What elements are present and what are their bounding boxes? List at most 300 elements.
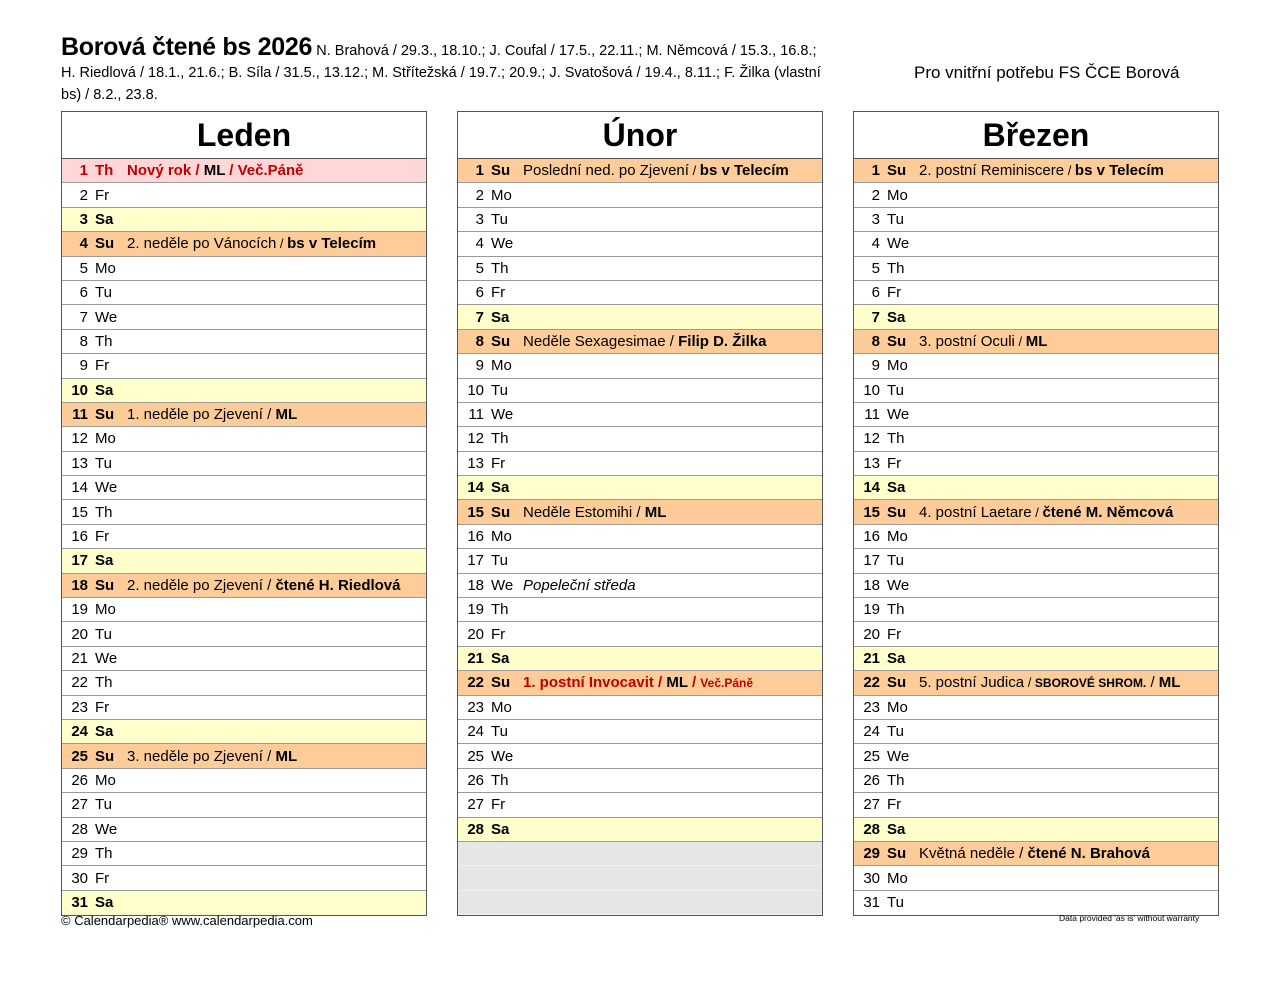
copyright: © Calendarpedia® www.calendarpedia.com: [61, 913, 313, 928]
day-number: 22: [863, 674, 880, 692]
weekday: Su: [95, 235, 115, 253]
weekday: Sa: [95, 210, 114, 228]
day-row: [854, 159, 1218, 183]
day-row: [458, 696, 822, 720]
day-row: [458, 500, 822, 524]
day-number: 21: [467, 650, 484, 667]
weekday: Mo: [887, 357, 908, 375]
weekday: Su: [491, 332, 511, 350]
day-list: [458, 159, 822, 915]
day-row: [458, 647, 822, 671]
day-number: 30: [863, 869, 880, 887]
day-row: [854, 330, 1218, 354]
day-number: 11: [72, 406, 88, 424]
weekday: Fr: [491, 625, 506, 643]
day-event: [917, 674, 1180, 691]
day-row: [854, 598, 1218, 622]
event-text: ML: [666, 674, 688, 692]
weekday: Fr: [95, 869, 110, 887]
weekday: Mo: [491, 528, 512, 546]
day-row: [62, 549, 426, 573]
day-row: [854, 525, 1218, 549]
weekday: Th: [95, 332, 113, 350]
event-text: čtené H. Riedlová: [275, 576, 401, 594]
weekday: We: [491, 576, 514, 594]
weekday: Tu: [887, 723, 904, 741]
event-text: 5. postní Judica: [919, 674, 1025, 692]
weekday: Th: [95, 845, 113, 863]
day-event: [125, 235, 376, 252]
day-event: [917, 162, 1164, 179]
event-text: /: [1031, 504, 1043, 520]
event-text: /: [688, 163, 700, 179]
day-row: [62, 744, 426, 768]
day-row: [62, 769, 426, 793]
weekday: Mo: [491, 357, 512, 375]
day-number: 18: [71, 576, 88, 594]
day-number: 4: [79, 235, 88, 253]
day-number: 6: [871, 284, 880, 302]
day-number: 3: [79, 210, 88, 228]
day-number: 5: [475, 259, 484, 277]
day-row: [458, 525, 822, 549]
weekday: Mo: [491, 698, 512, 716]
weekday: Sa: [887, 308, 906, 326]
weekday: Fr: [887, 625, 902, 643]
weekday: Tu: [491, 381, 508, 399]
month-title: Únor: [458, 112, 822, 159]
day-number: 20: [71, 625, 88, 643]
weekday: Fr: [95, 186, 110, 204]
day-row: [458, 427, 822, 451]
event-text: 3. postní Oculi: [919, 332, 1015, 350]
event-text: Popeleční středa: [523, 576, 636, 594]
weekday: Sa: [491, 820, 510, 838]
day-row: [854, 622, 1218, 646]
day-number: 8: [871, 332, 880, 350]
internal-note: Pro vnitřní potřebu FS ČCE Borová: [914, 63, 1180, 82]
weekday: We: [95, 820, 118, 838]
event-text: ML: [203, 162, 226, 180]
weekday: Su: [95, 747, 115, 765]
weekday: Fr: [491, 454, 506, 472]
weekday: Th: [491, 430, 509, 448]
day-row: [854, 500, 1218, 524]
event-text: ML: [275, 406, 298, 424]
day-number: 27: [863, 796, 880, 814]
weekday: Th: [95, 162, 114, 180]
day-row: [854, 696, 1218, 720]
event-text: /: [653, 674, 667, 692]
day-number: 12: [71, 430, 88, 448]
day-number: 20: [467, 625, 484, 643]
weekday: Su: [95, 406, 115, 424]
day-number: 9: [79, 357, 88, 375]
weekday: Sa: [491, 479, 510, 497]
day-list: [62, 159, 426, 915]
weekday: We: [95, 479, 118, 497]
weekday: Su: [887, 845, 907, 863]
weekday: Mo: [887, 869, 908, 887]
weekday: We: [95, 650, 118, 667]
event-text: Neděle Sexagesimae: [523, 332, 666, 350]
event-text: 1. postní Invocavit: [523, 674, 654, 692]
day-number: 24: [71, 723, 88, 741]
day-number: 5: [871, 259, 880, 277]
event-text: 4. postní Laetare: [919, 503, 1032, 521]
weekday: Tu: [887, 552, 904, 570]
day-row: [854, 379, 1218, 403]
day-number: 6: [79, 284, 88, 302]
day-row: [62, 891, 426, 915]
weekday: Fr: [95, 357, 110, 375]
weekday: Tu: [491, 723, 508, 741]
weekday: Tu: [887, 210, 904, 228]
day-number: 14: [467, 479, 484, 497]
day-number: 29: [71, 845, 88, 863]
weekday: Mo: [491, 186, 512, 204]
empty-day-row: [458, 891, 822, 915]
day-number: 7: [79, 308, 88, 326]
day-number: 27: [71, 796, 88, 814]
day-row: [458, 549, 822, 573]
day-event: [521, 577, 636, 594]
day-row: [458, 379, 822, 403]
day-number: 10: [71, 381, 88, 399]
weekday: Su: [491, 162, 511, 180]
day-row: [458, 476, 822, 500]
day-event: [917, 504, 1173, 521]
day-row: [854, 232, 1218, 256]
day-row: [854, 476, 1218, 500]
weekday: Th: [887, 259, 905, 277]
day-row: [458, 208, 822, 232]
weekday: Su: [887, 503, 907, 521]
day-row: [62, 525, 426, 549]
day-number: 22: [467, 674, 484, 692]
day-number: 21: [863, 650, 880, 667]
day-number: 25: [467, 747, 484, 765]
day-number: 6: [475, 284, 484, 302]
weekday: Mo: [95, 771, 116, 789]
day-number: 19: [467, 601, 484, 619]
day-number: 2: [79, 186, 88, 204]
day-number: 2: [871, 186, 880, 204]
day-row: [62, 305, 426, 329]
day-number: 16: [71, 528, 88, 546]
day-row: [62, 647, 426, 671]
day-row: [458, 671, 822, 695]
weekday: We: [95, 308, 118, 326]
day-row: [62, 671, 426, 695]
day-event: [521, 504, 666, 521]
day-number: 27: [467, 796, 484, 814]
day-row: [854, 354, 1218, 378]
weekday: Tu: [95, 284, 112, 302]
day-number: 26: [467, 771, 484, 789]
day-row: [854, 574, 1218, 598]
day-number: 31: [71, 894, 88, 912]
event-text: 2. neděle po Zjevení: [127, 576, 263, 594]
weekday: Tu: [95, 796, 112, 814]
day-list: [854, 159, 1218, 915]
day-number: 24: [863, 723, 880, 741]
day-number: 11: [468, 406, 484, 424]
weekday: Fr: [491, 284, 506, 302]
day-number: 15: [71, 503, 88, 521]
day-row: [62, 232, 426, 256]
day-number: 18: [467, 576, 484, 594]
empty-day-row: [458, 866, 822, 890]
weekday: Mo: [887, 698, 908, 716]
day-row: [458, 354, 822, 378]
event-text: čtené M. Němcová: [1042, 503, 1174, 521]
day-row: [854, 452, 1218, 476]
day-number: 16: [863, 528, 880, 546]
event-text: 2. neděle po Vánocích: [127, 235, 277, 253]
day-number: 13: [863, 454, 880, 472]
day-row: [854, 866, 1218, 890]
day-number: 10: [467, 381, 484, 399]
day-row: [854, 183, 1218, 207]
day-row: [62, 574, 426, 598]
weekday: Su: [95, 576, 115, 594]
day-row: [458, 720, 822, 744]
day-number: 18: [863, 576, 880, 594]
day-row: [62, 452, 426, 476]
day-row: [458, 281, 822, 305]
day-number: 1: [871, 162, 880, 180]
day-row: [458, 232, 822, 256]
day-row: [62, 257, 426, 281]
day-row: [62, 330, 426, 354]
weekday: Fr: [95, 528, 110, 546]
day-event: [125, 406, 297, 423]
weekday: Th: [491, 259, 509, 277]
day-number: 15: [467, 503, 484, 521]
day-number: 12: [863, 430, 880, 448]
day-row: [854, 549, 1218, 573]
day-row: [62, 476, 426, 500]
day-row: [854, 281, 1218, 305]
day-number: 8: [475, 332, 484, 350]
weekday: Sa: [887, 820, 906, 838]
weekday: Su: [491, 503, 511, 521]
weekday: Th: [95, 674, 113, 692]
event-text: ML: [1025, 332, 1048, 350]
day-number: 2: [475, 186, 484, 204]
day-event: [917, 845, 1150, 862]
weekday: Su: [887, 674, 907, 692]
weekday: Fr: [887, 796, 902, 814]
weekday: Sa: [887, 479, 906, 497]
day-row: [458, 598, 822, 622]
month-february: [457, 111, 823, 916]
day-row: [458, 769, 822, 793]
day-number: 28: [863, 820, 880, 838]
day-number: 9: [871, 357, 880, 375]
day-number: 11: [864, 406, 880, 424]
day-row: [62, 281, 426, 305]
weekday: We: [491, 406, 514, 424]
day-number: 4: [475, 235, 484, 253]
weekday: We: [887, 576, 910, 594]
day-row: [854, 647, 1218, 671]
weekday: We: [887, 235, 910, 253]
day-number: 31: [863, 894, 880, 912]
day-number: 17: [467, 552, 484, 570]
disclaimer: Data provided 'as is' without warranty: [1059, 913, 1200, 923]
weekday: Tu: [95, 454, 112, 472]
weekday: We: [491, 235, 514, 253]
month-january: [61, 111, 427, 916]
day-row: [854, 744, 1218, 768]
day-number: 26: [863, 771, 880, 789]
event-text: bs v Telecím: [287, 235, 377, 253]
reader-schedule: N. Brahová / 29.3., 18.10.; J. Coufal / 17.5., 22.11.; M. Němcová / 15.3., 16.8.; H. Riedlová / 18.1., 21.6.; B. Síla / 31.5., 13.12.; M. Střítežská / 19.7.; 20.9.; J. Svatošová / 19.4., 8.11.; F. Žilka (vlastní bs) / 8.2., 23.8.: [61, 43, 821, 103]
day-number: 7: [475, 308, 484, 326]
day-row: [62, 842, 426, 866]
day-event: [521, 333, 766, 350]
day-event: [917, 333, 1047, 350]
event-text: čtené N. Brahová: [1027, 845, 1150, 863]
day-number: 16: [467, 528, 484, 546]
weekday: Th: [491, 601, 509, 619]
page-title: Borová čtené bs 2026: [61, 33, 313, 61]
day-row: [458, 183, 822, 207]
day-row: [62, 622, 426, 646]
day-number: 9: [475, 357, 484, 375]
weekday: Su: [491, 674, 511, 692]
event-text: SBOROVÉ SHROM.: [1034, 676, 1147, 691]
weekday: Mo: [95, 430, 116, 448]
day-number: 8: [79, 332, 88, 350]
day-row: [62, 818, 426, 842]
day-row: [458, 574, 822, 598]
day-row: [62, 403, 426, 427]
event-text: /: [262, 406, 276, 424]
day-number: 13: [467, 454, 484, 472]
day-number: 23: [71, 698, 88, 716]
day-row: [458, 330, 822, 354]
weekday: Th: [887, 601, 905, 619]
day-number: 17: [863, 552, 880, 570]
weekday: Mo: [95, 601, 116, 619]
day-number: 19: [863, 601, 880, 619]
event-text: /: [1146, 674, 1159, 692]
weekday: Th: [95, 503, 113, 521]
event-text: /: [1014, 333, 1026, 349]
day-row: [854, 403, 1218, 427]
event-text: /: [191, 162, 204, 180]
event-text: /: [262, 747, 276, 765]
header-title-block: [61, 33, 821, 106]
event-text: ML: [644, 503, 667, 521]
event-text: bs v Telecím: [1074, 162, 1164, 180]
weekday: Sa: [95, 381, 114, 399]
day-number: 21: [71, 650, 88, 667]
day-row: [62, 793, 426, 817]
day-number: 14: [71, 479, 88, 497]
weekday: We: [491, 747, 514, 765]
day-row: [62, 866, 426, 890]
month-title: Březen: [854, 112, 1218, 159]
day-number: 30: [71, 869, 88, 887]
month-title: Leden: [62, 112, 426, 159]
event-text: 3. neděle po Zjevení: [127, 747, 263, 765]
event-text: ML: [275, 747, 298, 765]
day-number: 22: [71, 674, 88, 692]
weekday: Su: [887, 332, 907, 350]
day-number: 14: [863, 479, 880, 497]
day-number: 19: [71, 601, 88, 619]
day-row: [458, 305, 822, 329]
weekday: Sa: [95, 552, 114, 570]
day-number: 1: [475, 162, 484, 180]
day-row: [62, 354, 426, 378]
day-number: 24: [467, 723, 484, 741]
day-number: 23: [467, 698, 484, 716]
event-text: /: [262, 576, 276, 594]
event-text: /: [665, 332, 679, 350]
event-text: Več.Páně: [237, 162, 304, 180]
weekday: We: [887, 747, 910, 765]
day-number: 28: [71, 820, 88, 838]
day-row: [854, 793, 1218, 817]
weekday: Fr: [887, 284, 902, 302]
weekday: Tu: [887, 894, 904, 912]
day-number: 13: [71, 454, 88, 472]
event-text: /: [1014, 845, 1028, 863]
day-number: 15: [863, 503, 880, 521]
day-number: 4: [871, 235, 880, 253]
day-number: 3: [871, 210, 880, 228]
day-number: 25: [863, 747, 880, 765]
day-event: [125, 577, 401, 594]
day-number: 26: [71, 771, 88, 789]
event-text: Nový rok: [127, 162, 192, 180]
day-row: [62, 720, 426, 744]
day-row: [62, 183, 426, 207]
day-row: [458, 818, 822, 842]
day-row: [854, 427, 1218, 451]
event-text: 2. postní Reminiscere: [919, 162, 1065, 180]
day-number: 1: [79, 162, 88, 180]
day-row: [458, 403, 822, 427]
weekday: Sa: [95, 723, 114, 741]
day-row: [854, 257, 1218, 281]
weekday: Th: [887, 430, 905, 448]
weekday: Mo: [887, 186, 908, 204]
day-row: [854, 720, 1218, 744]
day-number: 23: [863, 698, 880, 716]
event-text: Več.Páně: [700, 676, 754, 691]
day-row: [62, 696, 426, 720]
day-row: [62, 500, 426, 524]
day-row: [854, 842, 1218, 866]
day-row: [458, 257, 822, 281]
day-row: [854, 891, 1218, 915]
empty-day-row: [458, 842, 822, 866]
weekday: Sa: [491, 308, 510, 326]
weekday: Tu: [887, 381, 904, 399]
day-event: [125, 748, 297, 765]
day-event: [125, 162, 304, 179]
day-number: 29: [863, 845, 880, 863]
weekday: Tu: [491, 210, 508, 228]
day-number: 28: [467, 820, 484, 838]
month-march: [853, 111, 1219, 916]
